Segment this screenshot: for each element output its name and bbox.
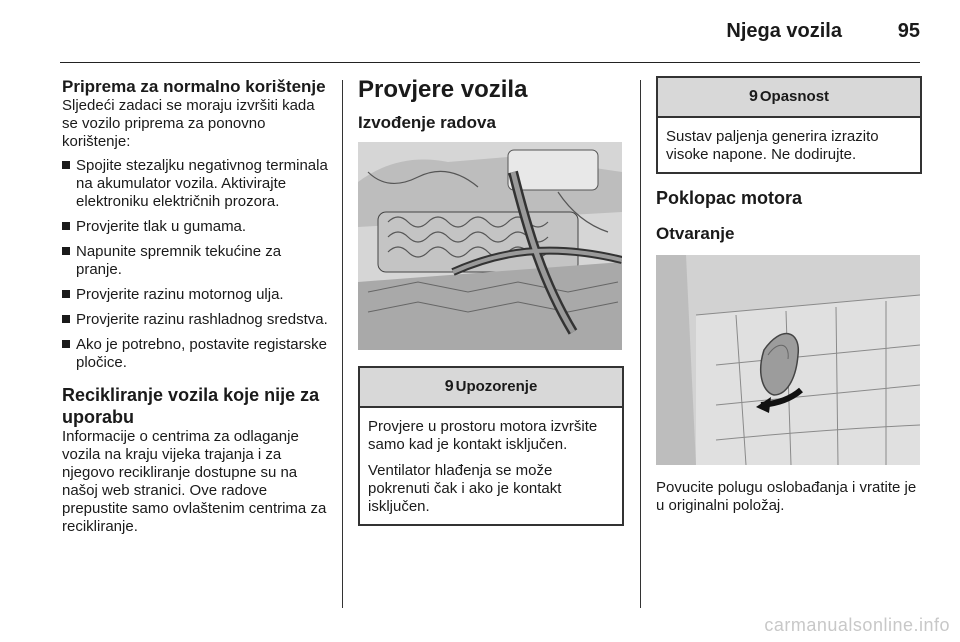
warning-heading: Upozorenje [455, 378, 538, 395]
column-left [62, 76, 330, 542]
page-heading: Provjere vozila [358, 76, 528, 103]
list-item: Provjerite tlak u gumama. [62, 218, 330, 236]
watermark: carmanualsonline.info [764, 615, 950, 635]
list-item: Provjerite razinu motornog ulja. [62, 286, 330, 304]
list-item: Spojite stezaljku negativnog terminala na akumulator vozila. Aktivirajte elektroniku električnih prozora. [62, 157, 330, 211]
danger-box-body [658, 118, 920, 172]
warning-box-body [360, 408, 622, 524]
bullet-icon [62, 247, 70, 255]
preparation-checklist [62, 157, 330, 372]
danger-box [656, 76, 922, 174]
section-title-recycling: Recikliranje vozila koje nije za uporabu [62, 385, 320, 427]
list-item: Napunite spremnik tekućine za pranje. [62, 243, 330, 279]
warning-text-2: Ventilator hlađenja se može pokrenuti čak i ako je kontakt isključen. [368, 462, 562, 515]
column-divider-1 [342, 80, 343, 608]
section-title-preparation: Priprema za normalno korištenje [62, 77, 326, 96]
column-middle [358, 76, 624, 526]
running-header-title: Njega vozila [726, 20, 842, 42]
warning-box-header [360, 368, 622, 408]
list-item: Ako je potrebno, postavite registarske pločice. [62, 336, 330, 372]
bullet-icon [62, 161, 70, 169]
section-title-hood: Poklopac motora [656, 188, 803, 208]
hood-release-illustration [656, 255, 920, 465]
subheading-work: Izvođenje radova [358, 113, 496, 132]
danger-text: Sustav paljenja generira izrazito visoke napone. Ne dodirujte. [666, 128, 879, 163]
engine-bay-illustration [358, 142, 622, 350]
danger-box-header [658, 78, 920, 118]
warning-triangle-icon: 9 [444, 378, 454, 395]
column-right [656, 76, 922, 521]
column-divider-2 [640, 80, 641, 608]
warning-text-1: Provjere u prostoru motora izvršite samo kad je kontakt isključen. [368, 418, 598, 453]
danger-heading: Opasnost [759, 88, 830, 105]
bullet-icon [62, 340, 70, 348]
header-rule [60, 62, 920, 63]
bullet-icon [62, 222, 70, 230]
bullet-icon [62, 315, 70, 323]
subheading-opening: Otvaranje [656, 224, 735, 243]
warning-box [358, 366, 624, 526]
bullet-icon [62, 290, 70, 298]
section-text-recycling: Informacije o centrima za odlaganje vozila na kraju vijeka trajanja i za njegovo recikliranje dostupne su na našoj web stranici. Ove radove prepustite samo ovlaštenim centrima za recikliranje. [62, 428, 327, 535]
section-intro-preparation: Sljedeći zadaci se moraju izvršiti kada se vozilo priprema za ponovno korištenje: [62, 97, 315, 150]
page-number: 95 [897, 20, 920, 42]
list-item: Provjerite razinu rashladnog sredstva. [62, 311, 330, 329]
danger-triangle-icon: 9 [748, 88, 758, 105]
hood-caption: Povucite polugu oslobađanja i vratite je u originalni položaj. [656, 479, 917, 514]
